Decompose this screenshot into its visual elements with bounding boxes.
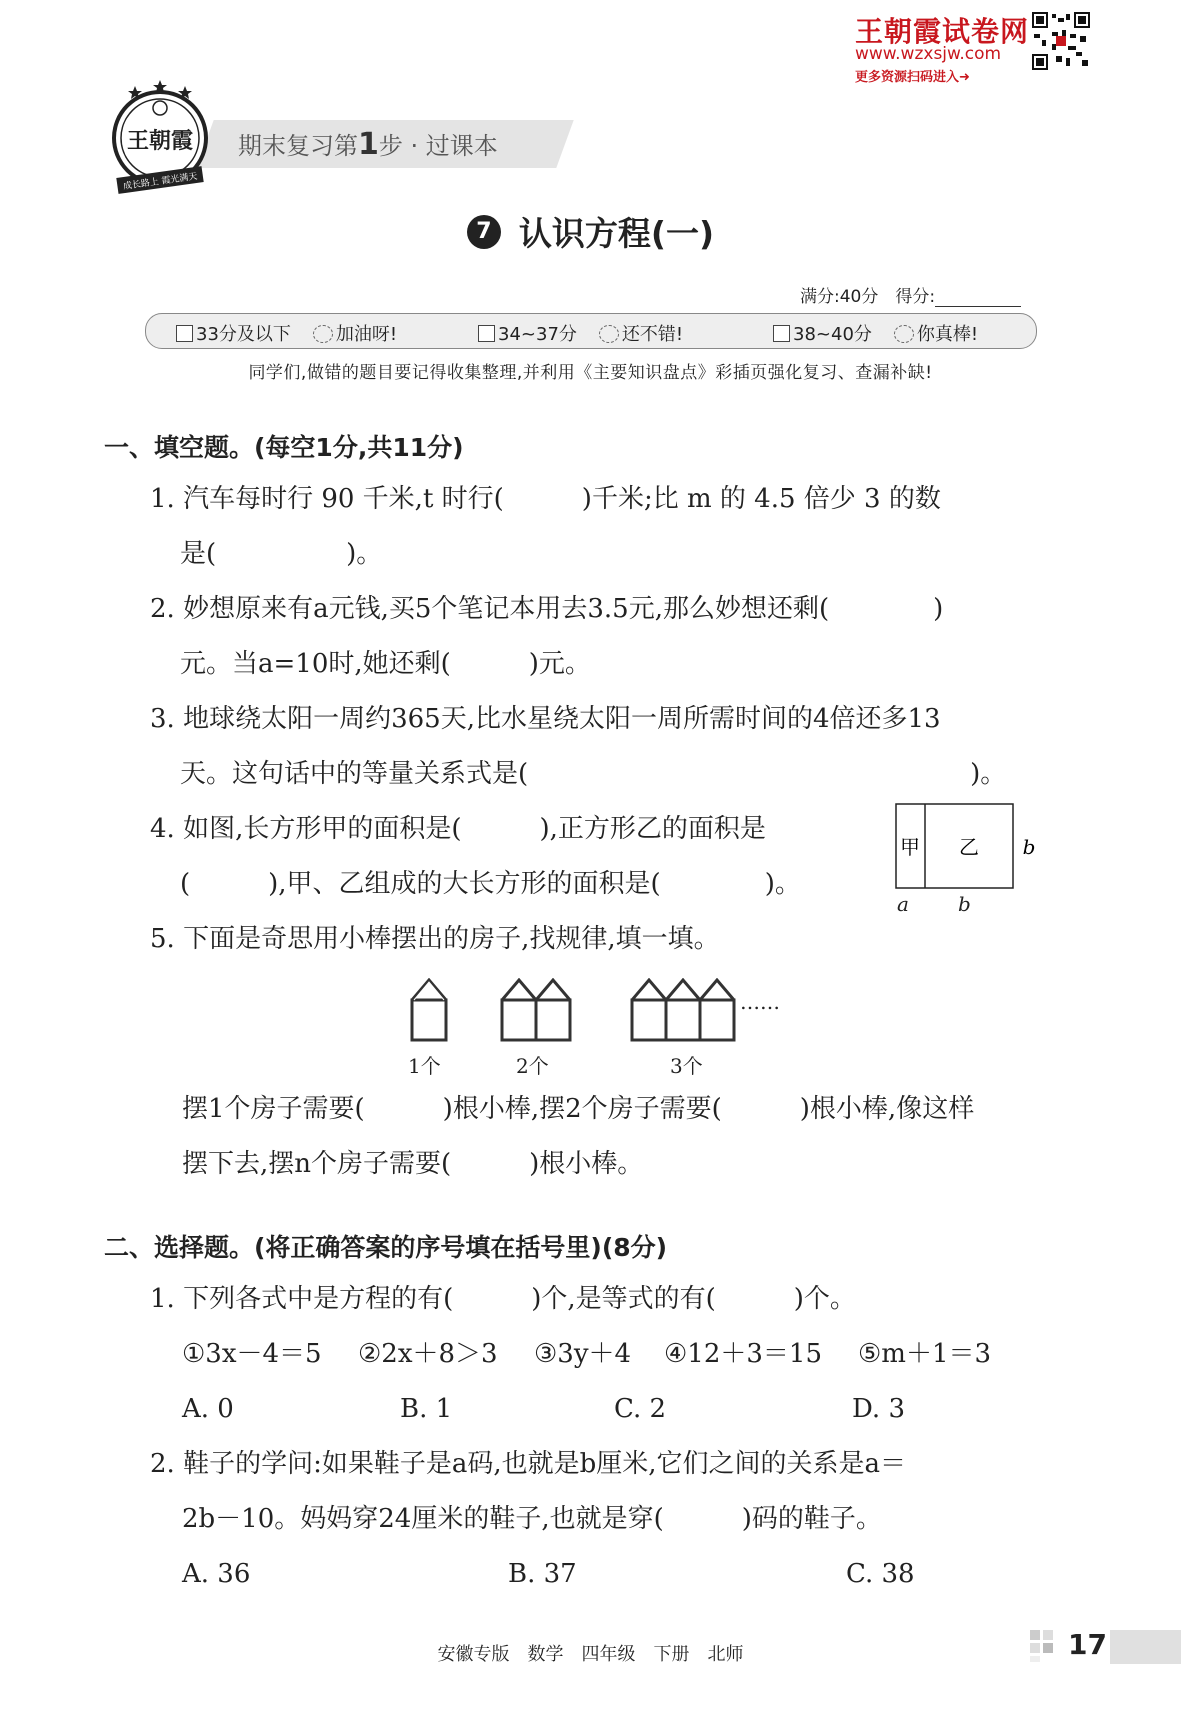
label-side-b: b bbox=[1022, 835, 1036, 859]
equation-item: ⑤m＋1＝3 bbox=[858, 1339, 992, 1369]
question-text: 4. 如图,长方形甲的面积是( ),正方形乙的面积是 bbox=[150, 814, 766, 844]
got-score-label: 得分: bbox=[895, 287, 936, 307]
score-blank[interactable] bbox=[935, 288, 1021, 307]
question-text: 5. 下面是奇思用小棒摆出的房子,找规律,填一填。 bbox=[150, 924, 720, 954]
option[interactable]: B. 1 bbox=[400, 1394, 453, 1424]
label-bottom-b: b bbox=[958, 892, 971, 916]
question-text: 元。当a=10时,她还剩( )元。 bbox=[180, 649, 591, 679]
house-2 bbox=[502, 980, 570, 1040]
question-text: 3. 地球绕太阳一周约365天,比水星绕太阳一周所需时间的4倍还多13 bbox=[150, 704, 941, 734]
label-jia: 甲 bbox=[900, 835, 920, 859]
label-yi: 乙 bbox=[959, 835, 979, 859]
equation-item: ①3x－4＝5 bbox=[182, 1339, 322, 1369]
house-3 bbox=[632, 980, 734, 1040]
option[interactable]: D. 3 bbox=[852, 1394, 905, 1424]
score-line bbox=[800, 282, 1021, 307]
full-score: 满分:40分 bbox=[800, 287, 879, 307]
title-number: 7 bbox=[467, 215, 501, 249]
option[interactable]: C. 38 bbox=[846, 1559, 915, 1589]
section-title: 一、填空题。(每空1分,共11分) bbox=[104, 433, 464, 462]
house-label: 3个 bbox=[670, 1054, 703, 1078]
rectangle-figure bbox=[895, 803, 1040, 895]
tip-text: 同学们,做错的题目要记得收集整理,并利用《主要知识盘点》彩插页强化复习、查漏补缺! bbox=[248, 363, 933, 383]
question-text: 摆下去,摆n个房子需要( )根小棒。 bbox=[182, 1149, 644, 1179]
brand-name: 王朝霞试卷网 bbox=[855, 15, 1030, 48]
page-band bbox=[1110, 1630, 1181, 1664]
option[interactable]: A. 36 bbox=[182, 1559, 251, 1589]
question-text: 1. 下列各式中是方程的有( )个,是等式的有( )个。 bbox=[150, 1284, 856, 1314]
qr-code-icon[interactable] bbox=[1032, 12, 1090, 70]
option[interactable]: B. 37 bbox=[508, 1559, 577, 1589]
corner-decoration bbox=[1030, 1630, 1066, 1662]
question-text: 1. 汽车每时行 90 千米,t 时行( )千米;比 m 的 4.5 倍少 3 的数 bbox=[150, 484, 941, 514]
equation-item: ③3y＋4 bbox=[534, 1339, 632, 1369]
ellipsis: …… bbox=[740, 990, 780, 1014]
page-title bbox=[0, 208, 1181, 255]
brand-logo bbox=[105, 80, 215, 195]
logo-text: 王朝霞 bbox=[126, 128, 194, 154]
label-bottom-a: a bbox=[897, 892, 909, 916]
face-icon bbox=[894, 325, 914, 343]
grade-item: 38~40分 你真棒! bbox=[773, 320, 978, 346]
face-icon bbox=[599, 325, 619, 343]
footer-text: 安徽专版 数学 四年级 下册 北师 bbox=[437, 1644, 744, 1665]
house-1 bbox=[412, 980, 446, 1040]
question-text: ( ),甲、乙组成的大长方形的面积是( )。 bbox=[180, 869, 801, 899]
brand-more: 更多资源扫码进入➜ bbox=[855, 70, 970, 85]
face-icon bbox=[313, 325, 333, 343]
option[interactable]: C. 2 bbox=[614, 1394, 667, 1424]
question-text: 摆1个房子需要( )根小棒,摆2个房子需要( )根小棒,像这样 bbox=[182, 1094, 975, 1124]
equation-item: ④12＋3＝15 bbox=[664, 1339, 823, 1369]
grade-bar bbox=[145, 313, 1037, 349]
page-number: 17 bbox=[1068, 1628, 1107, 1661]
option[interactable]: A. 0 bbox=[182, 1394, 234, 1424]
logo-slogan: 成长路上 霞光满天 bbox=[122, 171, 199, 193]
question-text: 天。这句话中的等量关系式是( )。 bbox=[180, 759, 1007, 789]
title-text: 认识方程(一) bbox=[518, 214, 715, 253]
question-text: 是( )。 bbox=[180, 539, 383, 569]
question-text: 2. 鞋子的学问:如果鞋子是a码,也就是b厘米,它们之间的关系是a＝ bbox=[150, 1449, 907, 1479]
checkbox-icon[interactable] bbox=[773, 325, 790, 342]
section-title: 二、选择题。(将正确答案的序号填在括号里)(8分) bbox=[104, 1233, 668, 1262]
house-label: 2个 bbox=[516, 1054, 549, 1078]
grade-item: 33分及以下 加油呀! bbox=[176, 320, 397, 346]
header-step: 期末复习第1步 · 过课本 bbox=[238, 127, 498, 162]
equation-item: ②2x＋8＞3 bbox=[358, 1339, 498, 1369]
grade-item: 34~37分 还不错! bbox=[478, 320, 683, 346]
checkbox-icon[interactable] bbox=[478, 325, 495, 342]
brand-url[interactable]: www.wzxsjw.com bbox=[855, 44, 1002, 64]
question-text: 2. 妙想原来有a元钱,买5个笔记本用去3.5元,那么妙想还剩( ) bbox=[150, 594, 944, 624]
house-label: 1个 bbox=[408, 1054, 441, 1078]
question-text: 2b－10。妈妈穿24厘米的鞋子,也就是穿( )码的鞋子。 bbox=[182, 1504, 882, 1534]
checkbox-icon[interactable] bbox=[176, 325, 193, 342]
